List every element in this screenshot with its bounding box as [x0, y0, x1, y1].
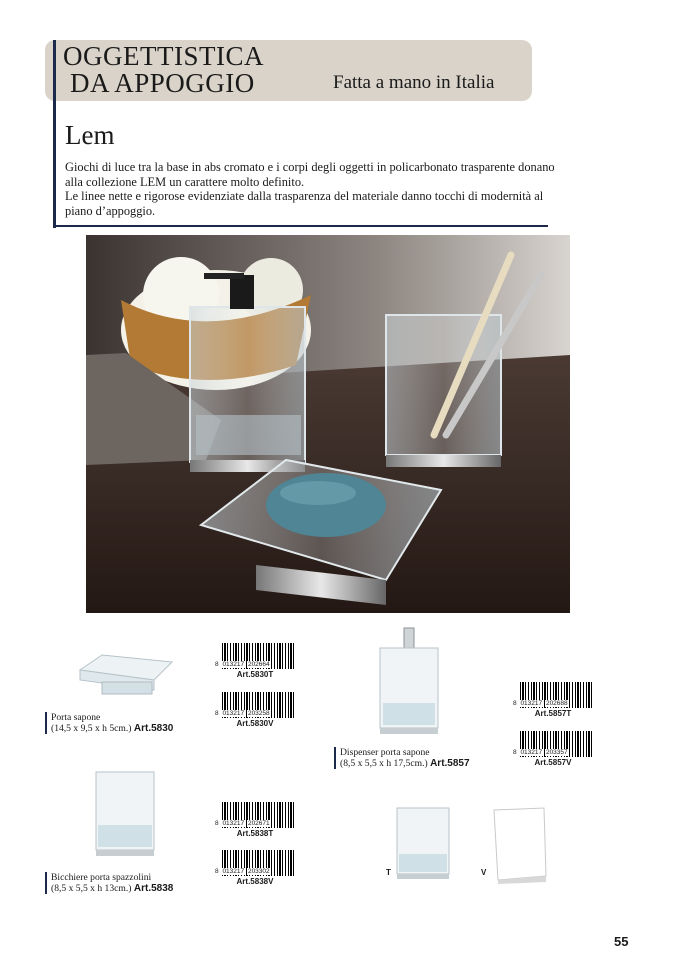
- header-accent-rule: [53, 40, 56, 228]
- article-code: Art.5857V: [534, 758, 572, 767]
- tumbler-image: [92, 770, 162, 860]
- product-dims: (14,5 x 9,5 x h 5cm.): [51, 723, 132, 734]
- article-code: Art.5838T: [236, 829, 274, 838]
- product-name: Dispenser porta sapone: [340, 747, 430, 758]
- tagline: Fatta a mano in Italia: [333, 72, 495, 93]
- description-paragraph-1: Giochi di luce tra la base in abs cromato e i corpi degli oggetti in policarbonato trasparente donano alla collezione LEM un carattere molto definito.: [65, 160, 555, 189]
- barcode-5838T: [214, 802, 296, 842]
- product-art: Art.5838: [133, 883, 174, 894]
- barcode-number: 8 013217 203302: [215, 868, 270, 875]
- header-bottom-rule: [53, 225, 548, 227]
- dispenser-image: [375, 628, 445, 738]
- article-code: Art.5838V: [236, 877, 274, 886]
- product-dims: (8,5 x 5,5 x h 13cm.): [51, 883, 132, 894]
- article-code: Art.5857T: [534, 709, 572, 718]
- product-name: Bicchiere porta spazzolini: [51, 872, 152, 883]
- barcode-number: 8 013217 202664: [215, 661, 270, 668]
- hero-photo: [86, 235, 570, 613]
- tumbler-white-image: [488, 806, 550, 886]
- product-label-dispenser: [334, 747, 470, 769]
- barcode-number: 8 013217 202688: [513, 700, 568, 707]
- barcode-number: 8 013217 202671: [215, 820, 270, 827]
- product-name: Porta sapone: [51, 712, 101, 723]
- barcode-5830T: [214, 643, 296, 683]
- page-number: 55: [614, 934, 629, 949]
- section-title-line1: OGGETTISTICA: [63, 41, 264, 71]
- barcode-number: 8 013217 203258: [215, 710, 270, 717]
- tumbler-transparent-image: [395, 806, 453, 882]
- product-label-soap-dish: [45, 712, 173, 734]
- description-paragraph-2: Le linee nette e rigorose evidenziate dalla trasparenza del materiale danno tocchi di modernità al piano d’appoggio.: [65, 189, 544, 218]
- hero-photo-illustration: [86, 235, 570, 613]
- product-dims: (8,5 x 5,5 x h 17,5cm.): [340, 758, 428, 769]
- article-code: Art.5830T: [236, 670, 274, 679]
- variant-transparent-label: T: [386, 868, 391, 877]
- barcode-5857V: [512, 731, 594, 771]
- section-title: [63, 43, 264, 97]
- barcode-5838V: [214, 850, 296, 890]
- variant-white-label: V: [481, 868, 487, 877]
- product-art: Art.5857: [430, 758, 470, 769]
- section-title-line2: DA APPOGGIO: [70, 68, 255, 98]
- collection-title: Lem: [65, 120, 115, 150]
- collection-description: [65, 160, 555, 218]
- product-art: Art.5830: [133, 723, 174, 734]
- barcode-5857T: [512, 682, 594, 722]
- barcode-number: 8 013217 203357: [513, 749, 568, 756]
- article-code: Art.5830V: [236, 719, 274, 728]
- barcode-5830V: [214, 692, 296, 732]
- soap-dish-image: [72, 650, 182, 698]
- product-label-tumbler: [45, 872, 173, 894]
